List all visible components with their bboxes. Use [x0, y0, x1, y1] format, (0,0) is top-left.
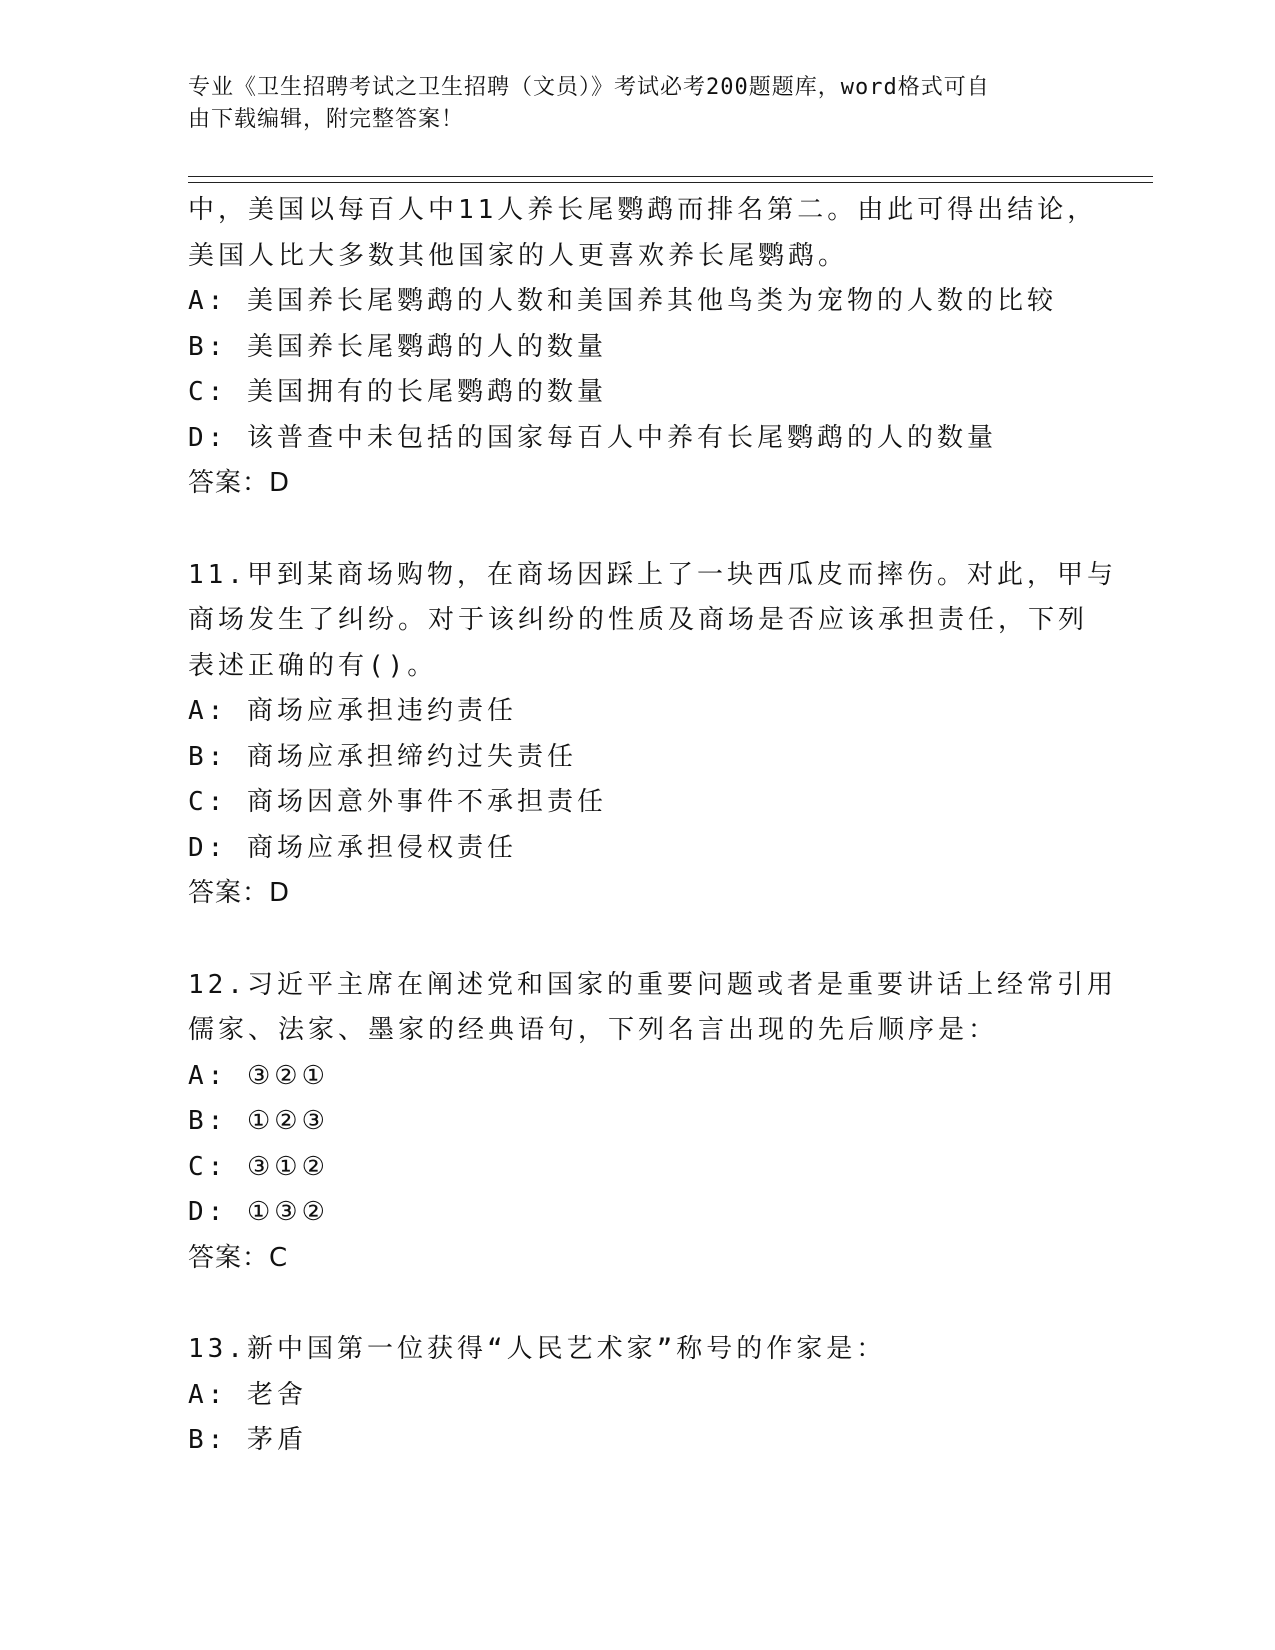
- question-stem-line: 11.甲到某商场购物，在商场因踩上了一块西瓜皮而摔伤。对此，甲与: [188, 559, 1117, 590]
- option-a: A: 商场应承担违约责任: [188, 696, 517, 726]
- document-header: [188, 72, 1068, 136]
- option-a: A: ③②①: [188, 1060, 329, 1091]
- option-d: D: 该普查中未包括的国家每百人中养有长尾鹦鹉的人的数量: [188, 422, 997, 453]
- header-line-1: 专业《卫生招聘考试之卫生招聘（文员）》考试必考200题题库，word格式可自: [188, 75, 990, 100]
- question-spacer: [188, 1281, 1088, 1327]
- answer-label: 答案：C: [188, 1242, 289, 1273]
- question-stem-line: 儒家、法家、墨家的经典语句，下列名言出现的先后顺序是：: [188, 1015, 999, 1045]
- option-b: B: 商场应承担缔约过失责任: [188, 741, 577, 772]
- question-stem-line: 表述正确的有()。: [188, 650, 438, 681]
- question-stem-line: 13.新中国第一位获得“人民艺术家”称号的作家是：: [188, 1334, 887, 1364]
- question-12: [188, 963, 1117, 1282]
- answer-label: 答案：D: [188, 468, 291, 498]
- option-c: C: 美国拥有的长尾鹦鹉的数量: [188, 377, 607, 407]
- option-a: A: 老舍: [188, 1379, 307, 1410]
- question-10: [188, 188, 1098, 507]
- option-c: C: ③①②: [188, 1151, 329, 1182]
- answer-label: 答案：D: [188, 878, 291, 908]
- header-divider-bottom: [188, 182, 1153, 183]
- question-stem-line: 美国人比大多数其他国家的人更喜欢养长尾鹦鹉。: [188, 240, 849, 271]
- option-d: D: 商场应承担侵权责任: [188, 832, 517, 863]
- header-divider-top: [188, 176, 1153, 177]
- option-b: B: 美国养长尾鹦鹉的人的数量: [188, 331, 607, 362]
- question-spacer: [188, 507, 1088, 553]
- question-13: [188, 1327, 1088, 1464]
- option-d: D: ①③②: [188, 1197, 329, 1227]
- option-b: B: 茅盾: [188, 1425, 307, 1455]
- option-b: B: ①②③: [188, 1106, 329, 1136]
- header-line-2: 由下载编辑，附完整答案！: [188, 107, 465, 132]
- question-stem-line: 中，美国以每百人中11人养长尾鹦鹉而排名第二。由此可得出结论，: [188, 195, 1098, 225]
- option-a: A: 美国养长尾鹦鹉的人数和美国养其他鸟类为宠物的人数的比较: [188, 286, 1057, 316]
- question-spacer: [188, 917, 1088, 963]
- option-c: C: 商场因意外事件不承担责任: [188, 787, 607, 817]
- question-list: [188, 188, 1117, 1464]
- question-stem-line: 12.习近平主席在阐述党和国家的重要问题或者是重要讲话上经常引用: [188, 969, 1117, 1000]
- question-11: [188, 553, 1117, 917]
- question-stem-line: 商场发生了纠纷。对于该纠纷的性质及商场是否应该承担责任，下列: [188, 605, 1089, 635]
